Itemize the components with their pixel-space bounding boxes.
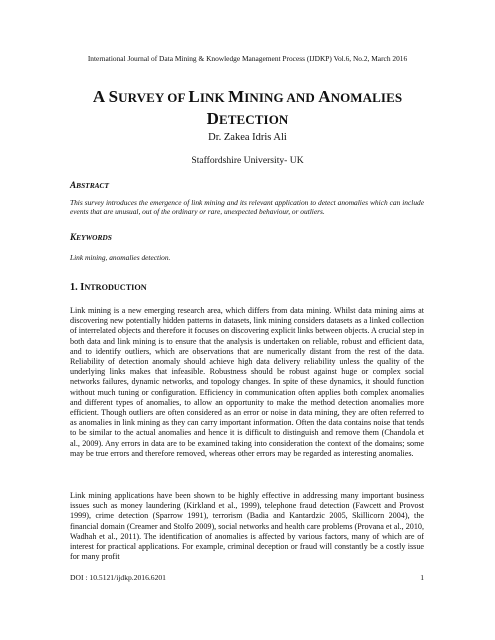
author-name: Dr. Zakea Idris Ali	[208, 132, 287, 143]
keywords-heading: KEYWORDS	[70, 232, 112, 242]
running-header: International Journal of Data Mining & Knowledge Management Process (IJDKP) Vol.6, No.2, March 2016	[87, 54, 408, 63]
page-number: 1	[420, 573, 424, 582]
title-word: LINK	[188, 87, 229, 106]
author-affiliation: Staffordshire University- UK	[191, 155, 304, 166]
title-word: A	[92, 87, 106, 106]
body-paragraph: Link mining is a new emerging research area, which differs from data mining. Whilst data mining aims at discovering new potentially hidden patterns in datasets, link mining considers datasets as a linked collection of interrelated objects and therefore it focuses on discovering explicit links between objects. A crucial step in both data and link mining is to ensure that the analysis is undertaken on reliable, robust and efficient data, and to identify outliers, which are observations that are numerically distant from the rest of the data. Reliability of detection anomaly should achieve high data delivery reliability unless the quality of the underlying links makes that infeasible. Robustness should be robust against huge or complex social networks failures, dynamic networks, and topology changes. In spite of these dynamics, it should function without much tuning or configuration. Efficiency in communication often applies both complex anomalies and different types of anomalies, to allow an opportunity to make the method detection anomalies more efficient. Though outliers are often considered as an error or noise in data mining, they are often referred to as anomalies in link mining as they can carry important information. Often the data contains noise that tends to be similar to the actual anomalies and hence it is difficult to distinguish and remove them (Chandola et al., 2009). Any errors in data are to be examined taking into consideration the context of the domains; some may be true errors and therefore removed, whereas other errors may be regarded as interesting anomalies.	[70, 306, 424, 458]
title-word: MINING AND	[228, 87, 319, 106]
title-line-1	[40, 86, 455, 108]
title-word: ANOMALIES	[318, 87, 403, 106]
paper-title	[40, 86, 455, 130]
abstract-heading: ABSTRACT	[70, 180, 109, 190]
introduction-heading: 1. INTRODUCTION	[70, 282, 147, 293]
title-word: SURVEY OF	[108, 87, 189, 106]
title-word: DETECTION	[206, 109, 289, 128]
keywords-text: Link mining, anomalies detection.	[70, 253, 171, 262]
title-line-2	[40, 108, 455, 130]
body-paragraph: Link mining applications have been shown to be highly effective in addressing many important business issues such as money laundering (Kirkland et al., 1999), telephone fraud detection (Fawcett and Provost 1999), crime detection (Sparrow 1991), terrorism (Badia and Kantardzic 2005, Skillicorn 2004), the financial domain (Creamer and Stolfo 2009), social networks and health care problems (Provana et al., 2010, Wadhah et al., 2011). The identification of anomalies is affected by various factors, many of which are of interest for practical applications. For example, criminal deception or fraud will constantly be a costly issue for many profit	[70, 491, 425, 562]
footer-doi: DOI : 10.5121/ijdkp.2016.6201	[70, 573, 166, 582]
abstract-text: This survey introduces the emergence of link mining and its relevant application to detect anomalies which can include events that are unusual, out of the ordinary or rare, unexpected behaviour, or outliers.	[70, 198, 424, 217]
